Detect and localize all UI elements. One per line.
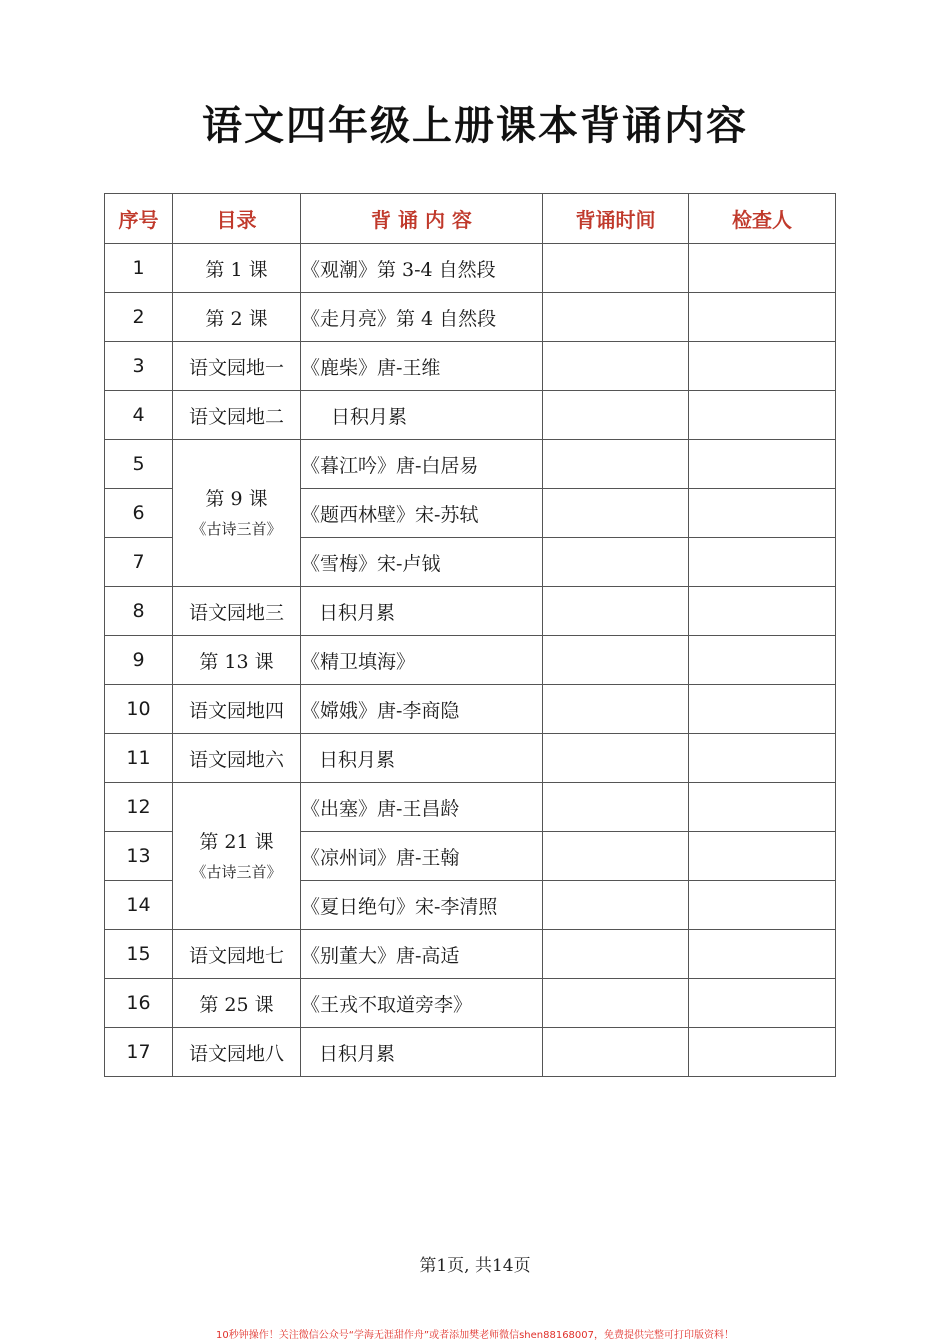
checker-cell[interactable] bbox=[689, 391, 836, 440]
checker-cell[interactable] bbox=[689, 1028, 836, 1077]
table-row bbox=[105, 293, 836, 342]
time-cell[interactable] bbox=[543, 685, 689, 734]
checker-cell[interactable] bbox=[689, 244, 836, 293]
content-cell: 《精卫填海》 bbox=[301, 636, 543, 685]
content-cell: 《别董大》唐-高适 bbox=[301, 930, 543, 979]
content-cell: 日积月累 bbox=[301, 587, 543, 636]
time-cell[interactable] bbox=[543, 587, 689, 636]
content-cell: 《雪梅》宋-卢钺 bbox=[301, 538, 543, 587]
seq-cell: 4 bbox=[105, 391, 173, 440]
checker-cell[interactable] bbox=[689, 587, 836, 636]
dir-cell: 语文园地八 bbox=[173, 1028, 301, 1077]
content-cell: 日积月累 bbox=[301, 734, 543, 783]
dir-cell: 语文园地一 bbox=[173, 342, 301, 391]
dir-group-subtitle: 《古诗三首》 bbox=[191, 863, 282, 881]
dir-cell: 第 2 课 bbox=[173, 293, 301, 342]
time-cell[interactable] bbox=[543, 440, 689, 489]
table-row bbox=[105, 783, 836, 832]
promo-note: 10秒钟操作！关注微信公众号“学海无涯甜作舟”或者添加樊老师微信shen88168007，免费提供完整可打印版资料！ bbox=[215, 1330, 735, 1341]
seq-cell: 12 bbox=[105, 783, 173, 832]
seq-cell: 9 bbox=[105, 636, 173, 685]
table-row bbox=[105, 244, 836, 293]
time-cell[interactable] bbox=[543, 342, 689, 391]
dir-cell: 语文园地七 bbox=[173, 930, 301, 979]
table-row bbox=[105, 440, 836, 489]
content-cell: 《凉州词》唐-王翰 bbox=[301, 832, 543, 881]
dir-group-title: 第 21 课 bbox=[199, 831, 274, 853]
seq-cell: 1 bbox=[105, 244, 173, 293]
content-cell: 《嫦娥》唐-李商隐 bbox=[301, 685, 543, 734]
table-row bbox=[105, 587, 836, 636]
checker-cell[interactable] bbox=[689, 783, 836, 832]
recitation-table bbox=[104, 193, 836, 1077]
time-cell[interactable] bbox=[543, 636, 689, 685]
content-cell: 《王戎不取道旁李》 bbox=[301, 979, 543, 1028]
seq-cell: 11 bbox=[105, 734, 173, 783]
time-cell[interactable] bbox=[543, 1028, 689, 1077]
content-cell: 《观潮》第 3-4 自然段 bbox=[301, 244, 543, 293]
table-row bbox=[105, 342, 836, 391]
header-time: 背诵时间 bbox=[543, 194, 689, 244]
checker-cell[interactable] bbox=[689, 636, 836, 685]
content-cell: 《暮江吟》唐-白居易 bbox=[301, 440, 543, 489]
seq-cell: 2 bbox=[105, 293, 173, 342]
time-cell[interactable] bbox=[543, 930, 689, 979]
seq-cell: 17 bbox=[105, 1028, 173, 1077]
dir-group-subtitle: 《古诗三首》 bbox=[191, 520, 282, 538]
table-row bbox=[105, 930, 836, 979]
checker-cell[interactable] bbox=[689, 881, 836, 930]
checker-cell[interactable] bbox=[689, 342, 836, 391]
time-cell[interactable] bbox=[543, 538, 689, 587]
seq-cell: 16 bbox=[105, 979, 173, 1028]
time-cell[interactable] bbox=[543, 489, 689, 538]
seq-cell: 5 bbox=[105, 440, 173, 489]
time-cell[interactable] bbox=[543, 244, 689, 293]
header-checker: 检查人 bbox=[689, 194, 836, 244]
time-cell[interactable] bbox=[543, 391, 689, 440]
table-row bbox=[105, 1028, 836, 1077]
dir-cell-group bbox=[173, 783, 301, 930]
checker-cell[interactable] bbox=[689, 979, 836, 1028]
content-cell: 《出塞》唐-王昌龄 bbox=[301, 783, 543, 832]
checker-cell[interactable] bbox=[689, 685, 836, 734]
dir-cell: 第 25 课 bbox=[173, 979, 301, 1028]
table-header-row bbox=[105, 194, 836, 244]
table-row bbox=[105, 734, 836, 783]
header-seq: 序号 bbox=[105, 194, 173, 244]
checker-cell[interactable] bbox=[689, 293, 836, 342]
dir-cell: 第 13 课 bbox=[173, 636, 301, 685]
page-title: 语文四年级上册课本背诵内容 bbox=[202, 103, 748, 149]
time-cell[interactable] bbox=[543, 832, 689, 881]
checker-cell[interactable] bbox=[689, 538, 836, 587]
dir-cell: 第 1 课 bbox=[173, 244, 301, 293]
seq-cell: 7 bbox=[105, 538, 173, 587]
checker-cell[interactable] bbox=[689, 832, 836, 881]
dir-cell: 语文园地二 bbox=[173, 391, 301, 440]
time-cell[interactable] bbox=[543, 734, 689, 783]
seq-cell: 13 bbox=[105, 832, 173, 881]
content-cell: 《鹿柴》唐-王维 bbox=[301, 342, 543, 391]
content-cell: 《走月亮》第 4 自然段 bbox=[301, 293, 543, 342]
seq-cell: 3 bbox=[105, 342, 173, 391]
content-cell: 日积月累 bbox=[301, 391, 543, 440]
time-cell[interactable] bbox=[543, 881, 689, 930]
seq-cell: 8 bbox=[105, 587, 173, 636]
seq-cell: 10 bbox=[105, 685, 173, 734]
seq-cell: 15 bbox=[105, 930, 173, 979]
table-row bbox=[105, 685, 836, 734]
seq-cell: 14 bbox=[105, 881, 173, 930]
time-cell[interactable] bbox=[543, 783, 689, 832]
table-row bbox=[105, 391, 836, 440]
header-content: 背 诵 内 容 bbox=[301, 194, 543, 244]
content-cell: 日积月累 bbox=[301, 1028, 543, 1077]
dir-group-title: 第 9 课 bbox=[205, 488, 268, 510]
dir-cell-group bbox=[173, 440, 301, 587]
page-number: 第1页, 共14页 bbox=[419, 1256, 531, 1276]
time-cell[interactable] bbox=[543, 979, 689, 1028]
dir-cell: 语文园地四 bbox=[173, 685, 301, 734]
checker-cell[interactable] bbox=[689, 734, 836, 783]
dir-cell: 语文园地三 bbox=[173, 587, 301, 636]
checker-cell[interactable] bbox=[689, 930, 836, 979]
checker-cell[interactable] bbox=[689, 440, 836, 489]
content-cell: 《夏日绝句》宋-李清照 bbox=[301, 881, 543, 930]
checker-cell[interactable] bbox=[689, 489, 836, 538]
content-cell: 《题西林壁》宋-苏轼 bbox=[301, 489, 543, 538]
time-cell[interactable] bbox=[543, 293, 689, 342]
table-row bbox=[105, 636, 836, 685]
seq-cell: 6 bbox=[105, 489, 173, 538]
dir-cell: 语文园地六 bbox=[173, 734, 301, 783]
header-dir: 目录 bbox=[173, 194, 301, 244]
table-row bbox=[105, 979, 836, 1028]
